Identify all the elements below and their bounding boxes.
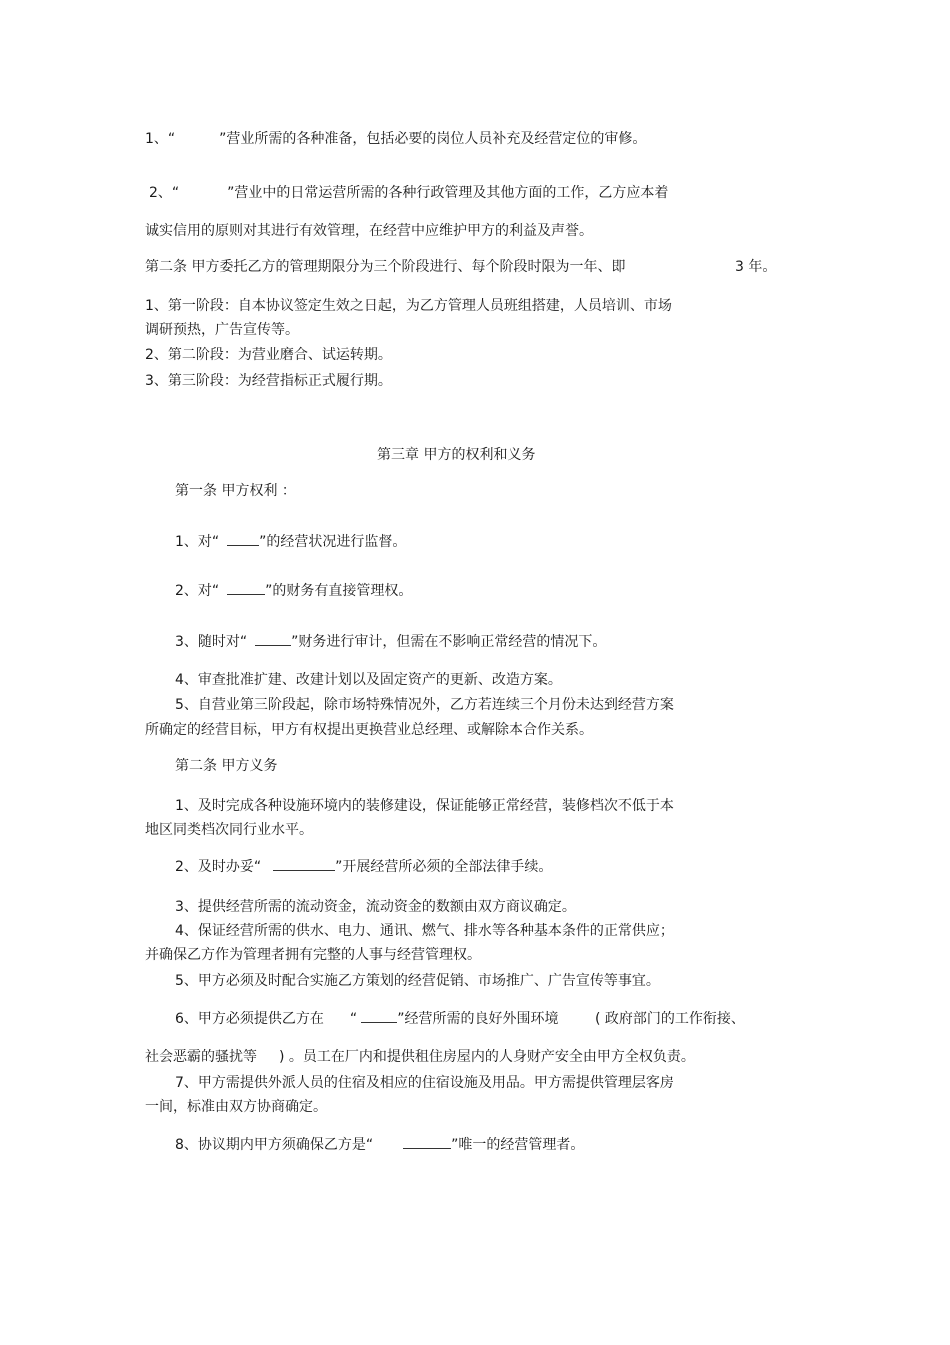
obligation-2 [175,858,552,876]
item-prep-1 [145,130,646,148]
obligation-8 [175,1136,584,1154]
paragraph-line: 诚实信用的原则对其进行有效管理，在经营中应维护甲方的利益及声誉。 [145,223,593,239]
article-1-rights-heading: 第一条 甲方权利 ： [175,483,296,499]
obligation-2-end: ”开展经营所必须的全部法律手续。 [335,859,553,875]
right-3 [175,633,606,651]
obligation-3: 3、提供经营所需的流动资金，流动资金的数额由双方商议确定。 [175,899,576,915]
item-prep-1-end: ”营业所需的各种准备，包括必要的岗位人员补充及经营定位的审修。 [219,131,647,147]
obligation-8-start: 8、协议期内甲方须确保乙方是“ [175,1137,374,1153]
blank-line [227,533,259,546]
phase-1-line-2: 调研预热，广告宣传等。 [145,322,299,338]
right-4: 4、审查批准扩建、改建计划以及固定资产的更新、改造方案。 [175,672,562,688]
obligation-6-line-1 [175,1010,765,1028]
obligation-6-line-2 [145,1048,695,1066]
obligation-6-start: 6、甲方必须提供乙方在 [175,1011,324,1027]
blank-line [361,1010,397,1023]
right-1 [175,533,406,551]
right-1-start: 1、对“ [175,534,220,550]
item-daily-ops-2-start: 2、“ [149,185,180,201]
obligation-1-line-2: 地区同类档次同行业水平。 [145,822,313,838]
obligation-7-line-2: 一间，标准由双方协商确定。 [145,1099,327,1115]
obligation-4-line-1: 4、保证经营所需的供水、电力、通讯、燃气、排水等各种基本条件的正常供应； [175,923,674,939]
obligation-6-middle: ”经营所需的良好外围环境 [397,1011,559,1027]
blank-line [403,1136,451,1149]
right-5-line-2: 所确定的经营目标，甲方有权提出更换营业总经理、或解除本合作关系。 [145,722,593,738]
right-2-end: ”的财务有直接管理权。 [265,583,413,599]
obligation-2-start: 2、及时办妥“ [175,859,262,875]
phase-1-line-1: 1、第一阶段：自本协议签定生效之日起，为乙方管理人员班组搭建，人员培训、市场 [145,298,672,314]
blank-line [273,858,335,871]
obligation-8-end: ”唯一的经营管理者。 [451,1137,585,1153]
right-2 [175,582,412,600]
right-3-end: ”财务进行审计，但需在不影响正常经营的情况下。 [291,634,607,650]
phase-2: 2、第二阶段：为营业磨合、试运转期。 [145,347,392,363]
item-daily-ops-2 [149,184,668,202]
obligation-5: 5、甲方必须及时配合实施乙方策划的经营促销、市场推广、广告宣传等事宜。 [175,973,660,989]
chapter-3-heading: 第三章 甲方的权利和义务 [377,447,536,463]
obligation-4-line-2: 并确保乙方作为管理者拥有完整的人事与经营管理权。 [145,947,481,963]
obligation-6-line-2-start: 社会恶霸的骚扰等 [145,1049,257,1065]
right-3-start: 3、随时对“ [175,634,248,650]
article-2-obligations-heading: 第二条 甲方义务 [175,758,278,774]
blank-line [227,582,265,595]
item-daily-ops-2-end: ”营业中的日常运营所需的各种行政管理及其他方面的工作，乙方应本着 [227,185,669,201]
item-prep-1-start: 1、“ [145,131,176,147]
blank-line [255,633,291,646]
right-5-line-1: 5、自营业第三阶段起，除市场特殊情况外，乙方若连续三个月份未达到经营方案 [175,697,674,713]
right-2-start: 2、对“ [175,583,220,599]
obligation-6-line-2-end: ) 。员工在厂内和提供租住房屋内的人身财产安全由甲方全权负责。 [279,1049,695,1065]
right-1-end: ”的经营状况进行监督。 [259,534,407,550]
phase-3: 3、第三阶段：为经营指标正式履行期。 [145,373,392,389]
obligation-7-line-1: 7、甲方需提供外派人员的住宿及相应的住宿设施及用品。甲方需提供管理层客房 [175,1075,674,1091]
obligation-1-line-1: 1、及时完成各种设施环境内的装修建设，保证能够正常经营，装修档次不低于本 [175,798,674,814]
obligation-6-open-quote: “ [349,1011,358,1027]
article-2-term-years: 3 年。 [735,259,777,275]
article-2-term-text: 第二条 甲方委托乙方的管理期限分为三个阶段进行、每个阶段时限为一年、即 [145,259,626,275]
article-2-term [145,258,775,276]
obligation-6-paren: ( 政府部门的工作衔接、 [595,1011,745,1027]
